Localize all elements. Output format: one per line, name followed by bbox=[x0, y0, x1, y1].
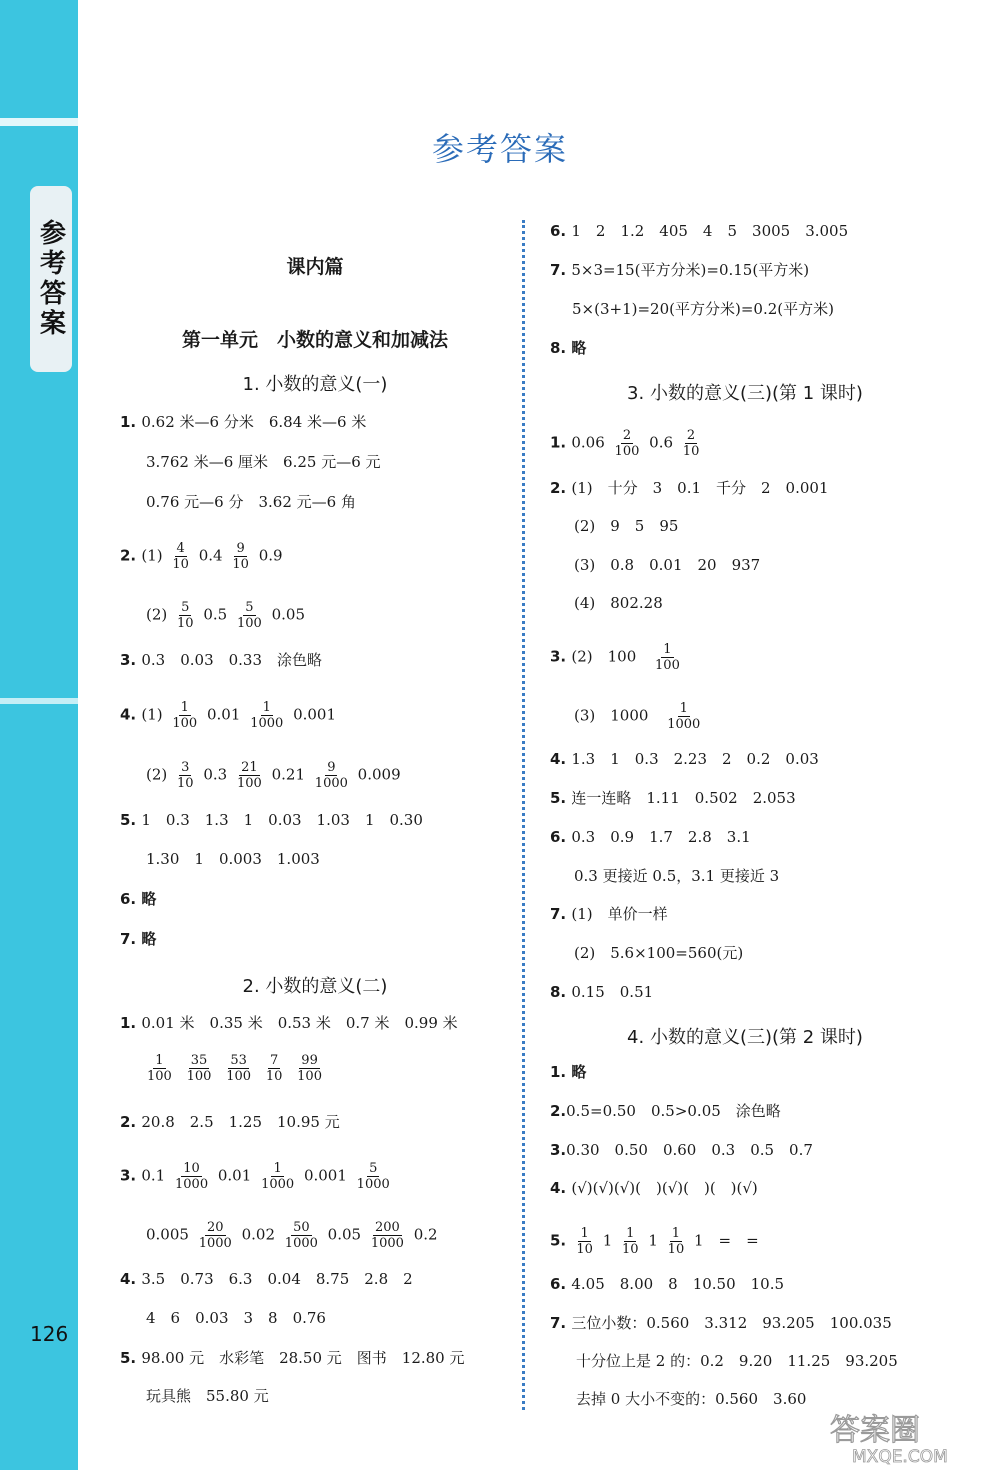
answer-line: (2) 9 5 95 bbox=[574, 517, 679, 535]
lesson-heading: 3. 小数的意义(三)(第 1 课时) bbox=[627, 383, 863, 404]
answer-line: 6. 1 2 1.2 405 4 5 3005 3.005 bbox=[550, 222, 849, 240]
fraction: $\frac{9}{10}$ bbox=[232, 541, 249, 572]
answer-line: 0.76 元—6 分 3.62 元—6 角 bbox=[146, 493, 356, 511]
sidebar-tab bbox=[30, 186, 72, 372]
fraction: $\frac{1}{10}$ bbox=[576, 1226, 593, 1257]
answer-line: 2.0.5=0.50 0.5>0.05 涂色略 bbox=[550, 1102, 781, 1120]
answer-line: (2) 5.6×100=560(元) bbox=[574, 944, 744, 962]
answer-line: 8. 略 bbox=[550, 339, 587, 357]
lesson-heading: 4. 小数的意义(三)(第 2 课时) bbox=[627, 1027, 863, 1048]
fraction: $\frac{2}{100}$ bbox=[614, 428, 640, 459]
answer-line: (2) $\frac{5}{10}$ 0.5 $\frac{5}{100}$ 0.05 bbox=[146, 600, 306, 631]
answer-line: 7. 三位小数：0.560 3.312 93.205 100.035 bbox=[550, 1314, 892, 1332]
lesson-heading: 1. 小数的意义(一) bbox=[242, 374, 388, 395]
lesson-heading: 2. 小数的意义(二) bbox=[242, 976, 388, 997]
page-title: 参考答案 bbox=[431, 130, 568, 168]
fraction: $\frac{1}{1000}$ bbox=[250, 700, 284, 731]
answer-line: 0.3 更接近 0.5，3.1 更接近 3 bbox=[574, 867, 780, 885]
fraction: $\frac{2}{10}$ bbox=[682, 428, 700, 459]
fraction: $\frac{10}{1000}$ bbox=[175, 1161, 209, 1192]
fraction: $\frac{50}{1000}$ bbox=[284, 1220, 318, 1251]
fraction: $\frac{200}{1000}$ bbox=[370, 1220, 404, 1251]
answer-line: 4. (1) $\frac{1}{100}$ 0.01 $\frac{1}{1000}$ 0.001 bbox=[120, 700, 337, 731]
answer-line: 3. 0.1 $\frac{10}{1000}$ 0.01 $\frac{1}{1000}$ 0.001 $\frac{5}{1000}$ bbox=[120, 1161, 390, 1192]
fraction: $\frac{20}{1000}$ bbox=[198, 1220, 232, 1251]
answer-line: 1. 0.01 米 0.35 米 0.53 米 0.7 米 0.99 米 bbox=[120, 1014, 458, 1032]
sidebar bbox=[0, 0, 78, 1470]
fraction: $\frac{7}{10}$ bbox=[265, 1053, 283, 1084]
answer-line bbox=[142, 1053, 327, 1084]
watermark-logo bbox=[822, 1408, 992, 1466]
answer-line: 4. (√)(√)(√)( )(√)( )( )(√) bbox=[550, 1179, 758, 1197]
answer-line: (4) 802.28 bbox=[574, 594, 663, 612]
answer-line: 4. 1.3 1 0.3 2.23 2 0.2 0.03 bbox=[550, 750, 819, 768]
answer-line: 1. 0.06 $\frac{2}{100}$ 0.6 $\frac{2}{10}$ bbox=[550, 428, 700, 459]
section-heading: 课内篇 bbox=[286, 256, 344, 278]
answer-line: 1. 0.62 米—6 分米 6.84 米—6 米 bbox=[120, 413, 367, 431]
answer-line: 十分位上是 2 的：0.2 9.20 11.25 93.205 bbox=[576, 1352, 898, 1370]
unit-heading: 第一单元 小数的意义和加减法 bbox=[181, 329, 448, 351]
fraction: $\frac{5}{1000}$ bbox=[356, 1161, 390, 1192]
fraction: $\frac{1}{10}$ bbox=[667, 1226, 685, 1257]
answer-line: 7. 5×3=15(平方分米)=0.15(平方米) bbox=[550, 261, 810, 279]
watermark-url: MXQE.COM bbox=[852, 1447, 948, 1466]
answer-line: 1. 略 bbox=[550, 1063, 587, 1081]
column-divider bbox=[522, 220, 525, 1410]
fraction: $\frac{1}{1000}$ bbox=[667, 701, 701, 732]
fraction: $\frac{4}{10}$ bbox=[172, 541, 189, 572]
fraction: $\frac{1}{100}$ bbox=[147, 1053, 172, 1084]
sidebar-notch bbox=[0, 698, 78, 704]
answer-line: 2. (1) 十分 3 0.1 千分 2 0.001 bbox=[550, 479, 829, 497]
fraction: $\frac{1}{100}$ bbox=[655, 642, 680, 673]
answer-line: 3. 0.3 0.03 0.33 涂色略 bbox=[120, 651, 323, 669]
answer-line: 3.762 米—6 厘米 6.25 元—6 元 bbox=[146, 453, 381, 471]
answer-line: 7. (1) 单价一样 bbox=[550, 905, 668, 923]
answer-line: 4 6 0.03 3 8 0.76 bbox=[146, 1309, 326, 1327]
answer-line: 6. 4.05 8.00 8 10.50 10.5 bbox=[550, 1275, 785, 1293]
fraction: $\frac{35}{100}$ bbox=[186, 1053, 212, 1084]
fraction: $\frac{3}{10}$ bbox=[177, 760, 194, 791]
answer-line: 5. $\frac{1}{10}$ 1 $\frac{1}{10}$ 1 $\frac{1}{10}$ 1 = = bbox=[550, 1226, 759, 1257]
answer-line: (3) 0.8 0.01 20 937 bbox=[574, 556, 761, 574]
answer-line: 8. 0.15 0.51 bbox=[550, 983, 654, 1001]
answer-line: 3.0.30 0.50 0.60 0.3 0.5 0.7 bbox=[550, 1141, 813, 1159]
answer-line: (3) 1000 $\frac{1}{1000}$ bbox=[574, 701, 701, 732]
answer-line: 6. 略 bbox=[120, 890, 157, 908]
answer-line: 5×(3+1)=20(平方分米)=0.2(平方米) bbox=[572, 300, 834, 318]
answer-line: 5. 1 0.3 1.3 1 0.03 1.03 1 0.30 bbox=[120, 811, 423, 829]
answer-line: 0.005 $\frac{20}{1000}$ 0.02 $\frac{50}{1000}$ 0.05 $\frac{200}{1000}$ 0.2 bbox=[146, 1220, 438, 1251]
answer-line: 2. 20.8 2.5 1.25 10.95 元 bbox=[120, 1113, 340, 1131]
fraction: $\frac{9}{1000}$ bbox=[314, 760, 348, 791]
page-number: 126 bbox=[30, 1322, 69, 1346]
fraction: $\frac{5}{10}$ bbox=[177, 600, 194, 631]
sidebar-tab-label: 参考答案 bbox=[35, 219, 66, 339]
fraction: $\frac{1}{100}$ bbox=[172, 700, 198, 731]
answer-line: 6. 0.3 0.9 1.7 2.8 3.1 bbox=[550, 828, 751, 846]
answer-line: 3. (2) 100 $\frac{1}{100}$ bbox=[550, 642, 680, 673]
fraction: $\frac{99}{100}$ bbox=[297, 1053, 322, 1084]
answer-line: 5. 连一连略 1.11 0.502 2.053 bbox=[550, 789, 796, 807]
watermark-text: 答案圈 bbox=[830, 1413, 920, 1448]
fraction: $\frac{1}{10}$ bbox=[622, 1226, 639, 1257]
answer-line: 去掉 0 大小不变的：0.560 3.60 bbox=[576, 1390, 807, 1408]
answer-line: 2. (1) $\frac{4}{10}$ 0.4 $\frac{9}{10}$ 0.9 bbox=[120, 541, 283, 572]
answer-line: 7. 略 bbox=[120, 930, 157, 948]
fraction: $\frac{5}{100}$ bbox=[237, 600, 262, 631]
fraction: $\frac{1}{1000}$ bbox=[261, 1161, 295, 1192]
fraction: $\frac{53}{100}$ bbox=[226, 1053, 252, 1084]
answer-line: 1.30 1 0.003 1.003 bbox=[146, 850, 320, 868]
answer-line: 4. 3.5 0.73 6.3 0.04 8.75 2.8 2 bbox=[120, 1270, 413, 1288]
answer-line: 玩具熊 55.80 元 bbox=[146, 1387, 269, 1405]
answer-line: (2) $\frac{3}{10}$ 0.3 $\frac{21}{100}$ 0.21 $\frac{9}{1000}$ 0.009 bbox=[146, 760, 401, 791]
fraction: $\frac{21}{100}$ bbox=[237, 760, 262, 791]
answer-line: 5. 98.00 元 水彩笔 28.50 元 图书 12.80 元 bbox=[120, 1349, 465, 1367]
